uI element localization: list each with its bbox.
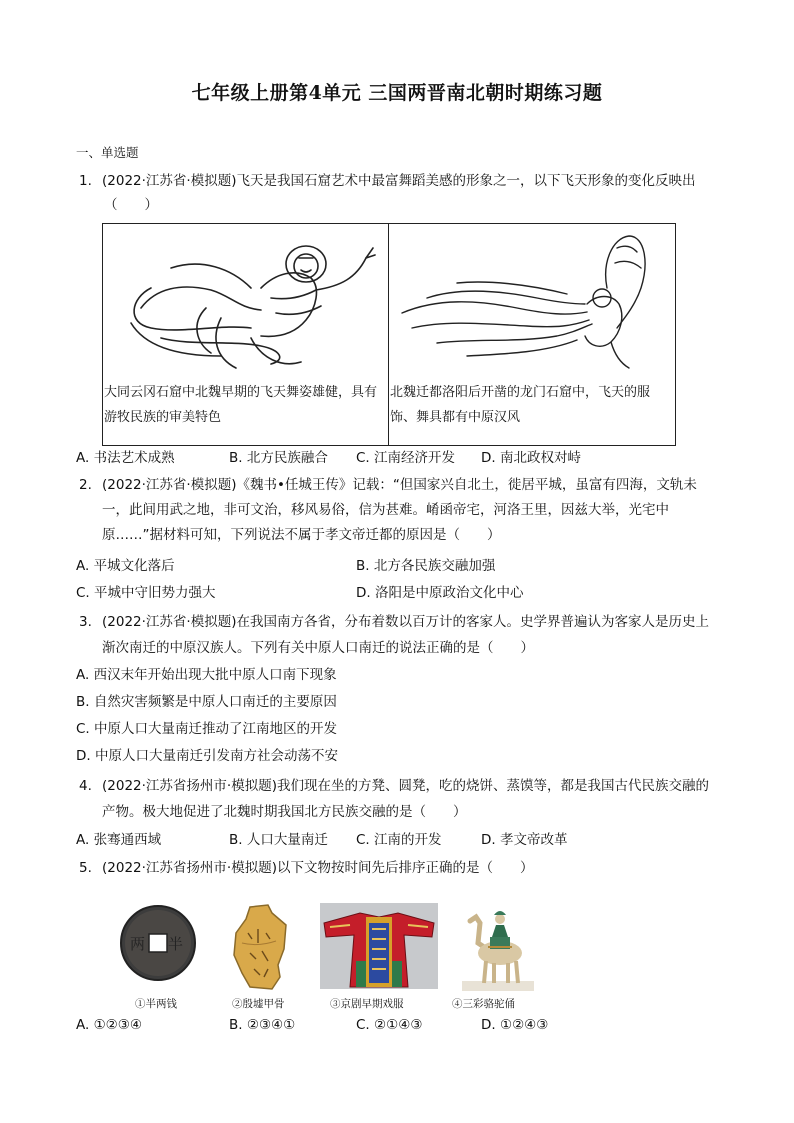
q3-option-d[interactable]: D. 中原人口大量南迁引发南方社会动荡不安 <box>76 748 338 764</box>
q2-option-a[interactable]: A. 平城文化落后 <box>76 558 175 574</box>
q4-number: 4. <box>79 778 92 794</box>
section-title: 一、单选题 <box>76 145 139 160</box>
q3-option-a[interactable]: A. 西汉末年开始出现大批中原人口南下现象 <box>76 667 337 683</box>
artifact-caption-1: ①半两钱 <box>135 998 177 1010</box>
q5-number: 5. <box>79 860 92 876</box>
longmen-flying-apsara-image <box>397 228 669 378</box>
coin-char-liang: 两 <box>130 935 146 953</box>
q3-option-b[interactable]: B. 自然灾害频繁是中原人口南迁的主要原因 <box>76 694 337 710</box>
q2-option-c[interactable]: C. 平城中守旧势力强大 <box>76 585 216 601</box>
oracle-bone-image <box>228 903 292 995</box>
sancai-camel-image <box>462 903 534 995</box>
yungang-flying-apsara-image <box>111 228 383 378</box>
opera-costume-image <box>320 903 438 993</box>
q1-number: 1. <box>79 173 92 189</box>
q1-left-cell <box>103 224 389 445</box>
q1-option-d[interactable]: D. 南北政权对峙 <box>481 450 581 466</box>
banliang-coin-image <box>118 903 198 987</box>
q5-option-b[interactable]: B. ②③④① <box>229 1017 296 1033</box>
q2-stem-line2: 一，此间用武之地，非可文治，移风易俗，信为甚难。崤函帝宅，河洛王里，因兹大举，光宅中 <box>102 502 669 518</box>
q2-stem-line1: (2022·江苏省·模拟题)《魏书•任城王传》记载：“但国家兴自北土，徙居平城，虽富有四海，文轨未 <box>102 477 697 493</box>
q2-option-b[interactable]: B. 北方各民族交融加强 <box>356 558 496 574</box>
q5-option-c[interactable]: C. ②①④③ <box>356 1017 423 1033</box>
q1-option-c[interactable]: C. 江南经济开发 <box>356 450 456 466</box>
q1-left-caption: 大同云冈石窟中北魏早期的飞天舞姿雄健，具有游牧民族的审美特色 <box>104 385 378 425</box>
q1-stem-line1: (2022·江苏省·模拟题)飞天是我国石窟艺术中最富舞蹈美感的形象之一，以下飞天形象的变化反映出 <box>102 173 696 189</box>
q1-option-a[interactable]: A. 书法艺术成熟 <box>76 450 175 466</box>
q1-stem-line2: （ ） <box>104 197 158 213</box>
q3-number: 3. <box>79 614 92 630</box>
q4-option-b[interactable]: B. 人口大量南迁 <box>229 832 328 848</box>
q4-option-c[interactable]: C. 江南的开发 <box>356 832 442 848</box>
q4-stem-line2: 产物。极大地促进了北魏时期我国北方民族交融的是（ ） <box>102 804 467 820</box>
artifact-caption-2: ②殷墟甲骨 <box>232 998 285 1010</box>
q5-option-d[interactable]: D. ①②④③ <box>481 1017 549 1033</box>
coin-char-ban: 半 <box>168 935 184 953</box>
q3-option-c[interactable]: C. 中原人口大量南迁推动了江南地区的开发 <box>76 721 338 737</box>
q1-right-cell <box>389 224 675 445</box>
q4-option-a[interactable]: A. 张骞通西域 <box>76 832 162 848</box>
q2-number: 2. <box>79 477 92 493</box>
q4-stem-line1: (2022·江苏省扬州市·模拟题)我们现在坐的方凳、圆凳，吃的烧饼、蒸馍等，都是我国古代民族交融的 <box>102 778 709 794</box>
q1-right-caption: 北魏迁都洛阳后开凿的龙门石窟中，飞天的服饰、舞具都有中原汉风 <box>390 385 651 425</box>
artifact-caption-3: ③京剧早期戏服 <box>330 998 404 1010</box>
q3-stem-line1: (2022·江苏省·模拟题)在我国南方各省，分布着数以百万计的客家人。史学界普遍认为客家人是历史上 <box>102 614 709 630</box>
q5-option-a[interactable]: A. ①②③④ <box>76 1017 142 1033</box>
q2-option-d[interactable]: D. 洛阳是中原政治文化中心 <box>356 585 524 601</box>
q3-stem-line2: 渐次南迁的中原汉族人。下列有关中原人口南迁的说法正确的是（ ） <box>102 640 534 656</box>
q1-image-table <box>102 223 676 446</box>
q4-option-d[interactable]: D. 孝文帝改革 <box>481 832 568 848</box>
q1-option-b[interactable]: B. 北方民族融合 <box>229 450 328 466</box>
artifact-caption-4: ④三彩骆驼俑 <box>452 998 515 1010</box>
q5-stem-line1: (2022·江苏省扬州市·模拟题)以下文物按时间先后排序正确的是（ ） <box>102 860 534 876</box>
page-title: 七年级上册第4单元 三国两晋南北朝时期练习题 <box>191 82 603 104</box>
q2-stem-line3: 原……”据材料可知，下列说法不属于孝文帝迁都的原因是（ ） <box>102 527 501 543</box>
